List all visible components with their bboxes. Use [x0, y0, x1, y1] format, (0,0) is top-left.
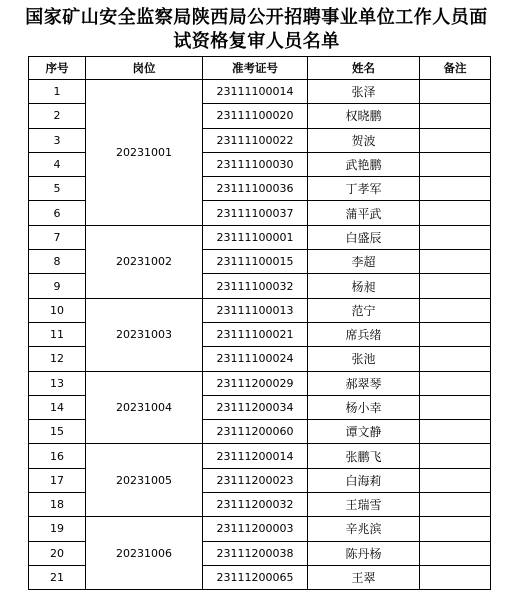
- cell-seq: 3: [29, 128, 86, 152]
- cell-exam-id: 23111100036: [203, 177, 308, 201]
- cell-note: [420, 177, 491, 201]
- title-line-2: 试资格复审人员名单: [173, 31, 340, 52]
- cell-name: 张池: [308, 347, 420, 371]
- cell-seq: 19: [29, 517, 86, 541]
- cell-note: [420, 298, 491, 322]
- cell-name: 陈丹杨: [308, 541, 420, 565]
- cell-seq: 5: [29, 177, 86, 201]
- cell-note: [420, 347, 491, 371]
- cell-exam-id: 23111200060: [203, 420, 308, 444]
- cell-seq: 15: [29, 420, 86, 444]
- cell-name: 丁孝军: [308, 177, 420, 201]
- table-row: [29, 298, 491, 322]
- cell-note: [420, 128, 491, 152]
- cell-exam-id: 23111200032: [203, 493, 308, 517]
- table-row: [29, 80, 491, 104]
- cell-seq: 16: [29, 444, 86, 468]
- cell-note: [420, 444, 491, 468]
- cell-name: 李超: [308, 250, 420, 274]
- cell-post: 20231004: [86, 371, 203, 444]
- cell-note: [420, 420, 491, 444]
- cell-exam-id: 23111100015: [203, 250, 308, 274]
- cell-seq: 7: [29, 225, 86, 249]
- cell-note: [420, 80, 491, 104]
- cell-note: [420, 104, 491, 128]
- table-row: [29, 371, 491, 395]
- cell-name: 辛兆滨: [308, 517, 420, 541]
- cell-name: 白盛辰: [308, 225, 420, 249]
- cell-seq: 1: [29, 80, 86, 104]
- cell-name: 武艳鹏: [308, 152, 420, 176]
- table-header-row: [29, 57, 491, 80]
- cell-seq: 10: [29, 298, 86, 322]
- cell-exam-id: 23111200038: [203, 541, 308, 565]
- table-row: [29, 517, 491, 541]
- cell-exam-id: 23111100037: [203, 201, 308, 225]
- header-post: 岗位: [86, 57, 203, 80]
- cell-exam-id: 23111200014: [203, 444, 308, 468]
- cell-exam-id: 23111100020: [203, 104, 308, 128]
- header-note: 备注: [420, 57, 491, 80]
- cell-note: [420, 250, 491, 274]
- cell-name: 王翠: [308, 565, 420, 589]
- cell-name: 谭文静: [308, 420, 420, 444]
- cell-seq: 4: [29, 152, 86, 176]
- cell-seq: 12: [29, 347, 86, 371]
- cell-name: 范宁: [308, 298, 420, 322]
- table-row: [29, 225, 491, 249]
- cell-note: [420, 225, 491, 249]
- cell-seq: 13: [29, 371, 86, 395]
- cell-note: [420, 395, 491, 419]
- table-row: [29, 444, 491, 468]
- cell-note: [420, 493, 491, 517]
- cell-exam-id: 23111100021: [203, 322, 308, 346]
- cell-seq: 9: [29, 274, 86, 298]
- cell-seq: 21: [29, 565, 86, 589]
- cell-seq: 20: [29, 541, 86, 565]
- cell-note: [420, 274, 491, 298]
- cell-name: 贺波: [308, 128, 420, 152]
- candidate-table: [28, 56, 491, 590]
- cell-name: 白海莉: [308, 468, 420, 492]
- cell-exam-id: 23111200003: [203, 517, 308, 541]
- cell-post: 20231006: [86, 517, 203, 590]
- cell-name: 蒲平武: [308, 201, 420, 225]
- cell-seq: 18: [29, 493, 86, 517]
- cell-name: 席兵绪: [308, 322, 420, 346]
- cell-note: [420, 517, 491, 541]
- cell-seq: 8: [29, 250, 86, 274]
- cell-seq: 2: [29, 104, 86, 128]
- cell-name: 杨昶: [308, 274, 420, 298]
- cell-name: 杨小幸: [308, 395, 420, 419]
- cell-exam-id: 23111100022: [203, 128, 308, 152]
- header-exam-id: 准考证号: [203, 57, 308, 80]
- cell-name: 张泽: [308, 80, 420, 104]
- cell-post: 20231005: [86, 444, 203, 517]
- cell-note: [420, 541, 491, 565]
- cell-exam-id: 23111100030: [203, 152, 308, 176]
- title-line-1: 国家矿山安全监察局陕西局公开招聘事业单位工作人员面: [25, 7, 488, 28]
- cell-name: 张鹏飞: [308, 444, 420, 468]
- cell-exam-id: 23111100013: [203, 298, 308, 322]
- cell-note: [420, 201, 491, 225]
- cell-exam-id: 23111200065: [203, 565, 308, 589]
- cell-note: [420, 468, 491, 492]
- cell-exam-id: 23111100014: [203, 80, 308, 104]
- cell-name: 权晓鹏: [308, 104, 420, 128]
- cell-post: 20231003: [86, 298, 203, 371]
- cell-post: 20231002: [86, 225, 203, 298]
- cell-note: [420, 322, 491, 346]
- cell-post: 20231001: [86, 80, 203, 226]
- table-body: [29, 80, 491, 590]
- cell-exam-id: 23111200023: [203, 468, 308, 492]
- cell-name: 郝翠琴: [308, 371, 420, 395]
- header-seq: 序号: [29, 57, 86, 80]
- cell-note: [420, 371, 491, 395]
- cell-seq: 6: [29, 201, 86, 225]
- header-name: 姓名: [308, 57, 420, 80]
- cell-seq: 14: [29, 395, 86, 419]
- document-title: [0, 6, 513, 54]
- cell-note: [420, 152, 491, 176]
- cell-seq: 17: [29, 468, 86, 492]
- cell-exam-id: 23111200029: [203, 371, 308, 395]
- cell-exam-id: 23111100001: [203, 225, 308, 249]
- cell-note: [420, 565, 491, 589]
- cell-name: 王瑞雪: [308, 493, 420, 517]
- cell-exam-id: 23111100032: [203, 274, 308, 298]
- cell-exam-id: 23111200034: [203, 395, 308, 419]
- cell-seq: 11: [29, 322, 86, 346]
- cell-exam-id: 23111100024: [203, 347, 308, 371]
